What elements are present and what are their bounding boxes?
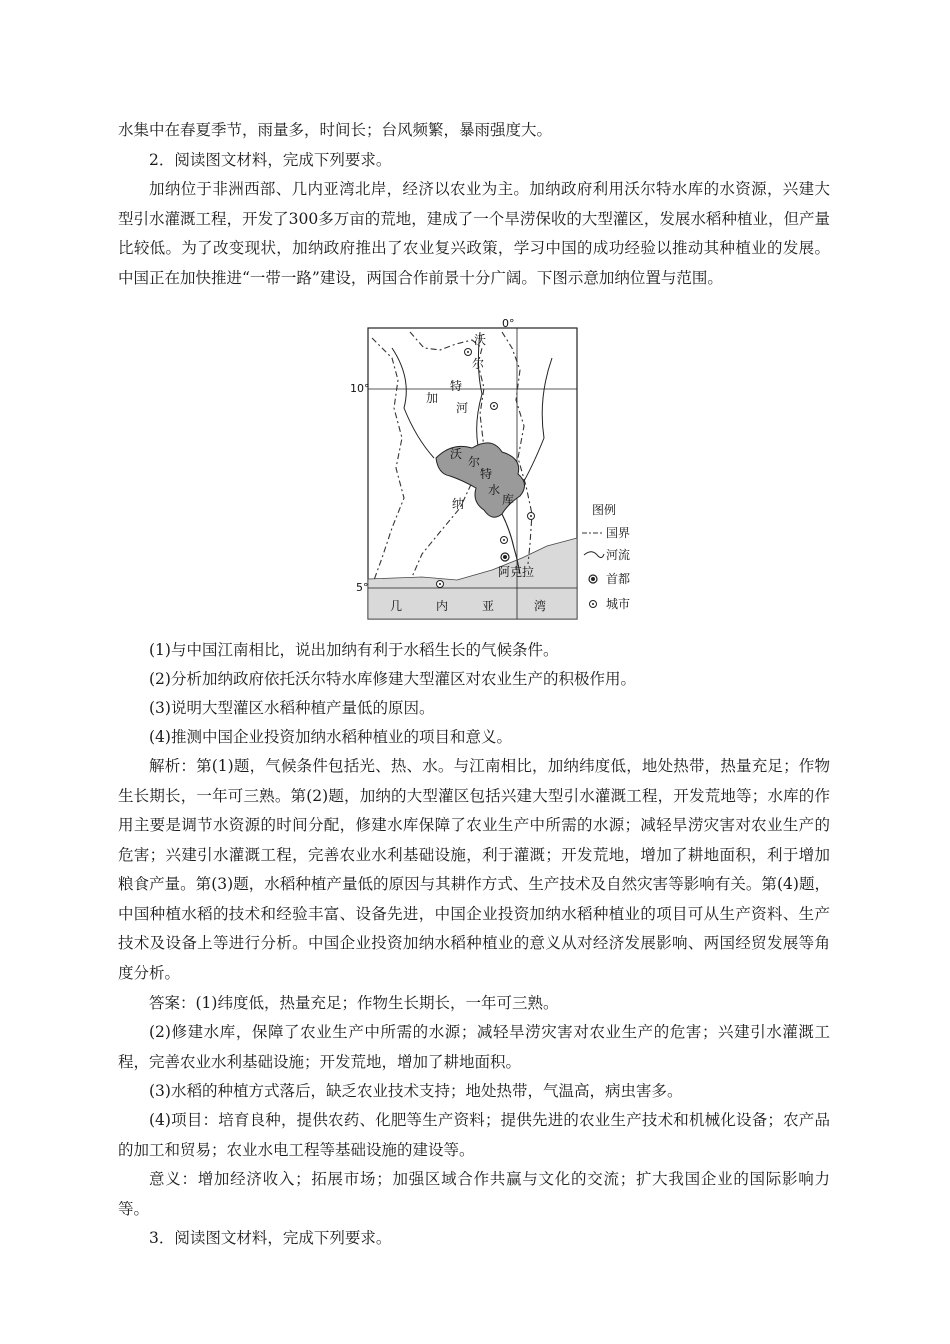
question-4: (4)推测中国企业投资加纳水稻种植业的项目和意义。 xyxy=(149,728,512,746)
reservoir-char-3: 特 xyxy=(480,467,493,481)
legend-capital-symbol xyxy=(591,577,595,581)
legend-border-label: 国界 xyxy=(606,526,631,540)
reservoir-char-5: 库 xyxy=(502,493,515,507)
answer-2: (2)修建水库，保障了农业生产中所需的水源；减轻旱涝灾害对农业生产的危害；兴建引水灌溉工程，完善农业水利基础设施；开发荒地，增加了耕地面积。 xyxy=(118,1023,830,1071)
question-2: (2)分析加纳政府依托沃尔特水库修建大型灌区对农业生产的积极作用。 xyxy=(149,670,636,688)
legend-capital-label: 首都 xyxy=(606,572,631,586)
legend-title: 图例 xyxy=(592,503,617,517)
map-legend xyxy=(582,502,630,611)
gulf-char-3: 亚 xyxy=(482,599,495,613)
gulf-char-4: 湾 xyxy=(534,599,547,613)
answer-4-project: (4)项目：培育良种，提供农药、化肥等生产资料；提供先进的农业生产技术和机械化设备；农产品的加工和贸易；农业水电工程等基础设施的建设等。 xyxy=(118,1111,830,1159)
capital-marker xyxy=(501,553,509,561)
analysis-paragraph: 解析：第(1)题，气候条件包括光、热、水。与江南相比，加纳纬度低，地处热带，热量充足；作物生长期长，一年可三熟。第(2)题，加纳的大型灌区包括兴建大型引水灌溉工程，开发荒地等；水库的作用主要是调节水资源的时间分配，修建水库保障了农业生产中所需的水源；减轻旱涝灾害对农业生产的危害；兴建引水灌溉工程，完善农业水利基础设施，利于灌溉；开发荒地，增加了耕地面积，利于增加粮食产量。第(3)题，水稻种植产量低的原因与其耕作方式、生产技术及自然灾害等影响有关。第(4)题，中国种植水稻的技术和经验丰富、设备先进，中国企业投资加纳水稻种植业的项目可从生产资料、生产技术及设备上等进行分析。中国企业投资加纳水稻种植业的意义从对经济发展影响、两国经贸发展等角度分析。 xyxy=(118,757,830,982)
question-3: (3)说明大型灌区水稻种植产量低的原因。 xyxy=(149,699,435,717)
label-10-degrees: 10° xyxy=(350,382,370,395)
river-char-4: 河 xyxy=(456,401,469,415)
gulf-char-1: 几 xyxy=(390,599,403,613)
reservoir-char-4: 水 xyxy=(488,483,501,497)
river-char-2: 尔 xyxy=(472,357,485,371)
legend-city-symbol xyxy=(592,603,594,605)
answer-3: (3)水稻的种植方式落后，缺乏农业技术支持；地处热带，气温高，病虫害多。 xyxy=(149,1082,683,1100)
river-char-3: 特 xyxy=(450,379,463,393)
capital-label: 阿克拉 xyxy=(498,565,535,579)
question-2-material: 加纳位于非洲西部、几内亚湾北岸，经济以农业为主。加纳政府利用沃尔特水库的水资源，兴建大型引水灌溉工程，开发了300多万亩的荒地，建成了一个旱涝保收的大型灌区，发展水稻种植业，但产量比较低。为了改变现状，加纳政府推出了农业复兴政策，学习中国的成功经验以推动其种植业的发展。中国正在加快推进“一带一路”建设，两国合作前景十分广阔。下图示意加纳位置与范围。 xyxy=(118,180,830,287)
question-3-heading: 3．阅读图文材料，完成下列要求。 xyxy=(149,1229,392,1247)
ghana-map-figure xyxy=(352,318,642,630)
question-2-heading: 2．阅读图文材料，完成下列要求。 xyxy=(149,151,392,169)
label-5-degrees: 5° xyxy=(356,581,369,594)
country-char-1: 加 xyxy=(426,391,439,405)
legend-river-label: 河流 xyxy=(606,548,631,562)
question-1: (1)与中国江南相比，说出加纳有利于水稻生长的气候条件。 xyxy=(149,641,559,659)
reservoir-char-2: 尔 xyxy=(468,455,481,469)
legend-city-label: 城市 xyxy=(606,597,631,611)
legend-river-symbol xyxy=(584,552,604,558)
country-char-2: 纳 xyxy=(452,497,465,511)
river-char-1: 沃 xyxy=(474,333,487,347)
answer-1: 答案：(1)纬度低，热量充足；作物生长期长，一年可三熟。 xyxy=(149,994,559,1012)
gulf-char-2: 内 xyxy=(436,599,449,613)
answer-4-meaning: 意义：增加经济收入；拓展市场；加强区域合作共赢与文化的交流；扩大我国企业的国际影响力等。 xyxy=(118,1170,830,1218)
paragraph-continuation: 水集中在春夏季节，雨量多，时间长；台风频繁，暴雨强度大。 xyxy=(118,121,553,139)
label-0-degrees: 0° xyxy=(502,317,515,330)
reservoir-char-1: 沃 xyxy=(450,447,463,461)
